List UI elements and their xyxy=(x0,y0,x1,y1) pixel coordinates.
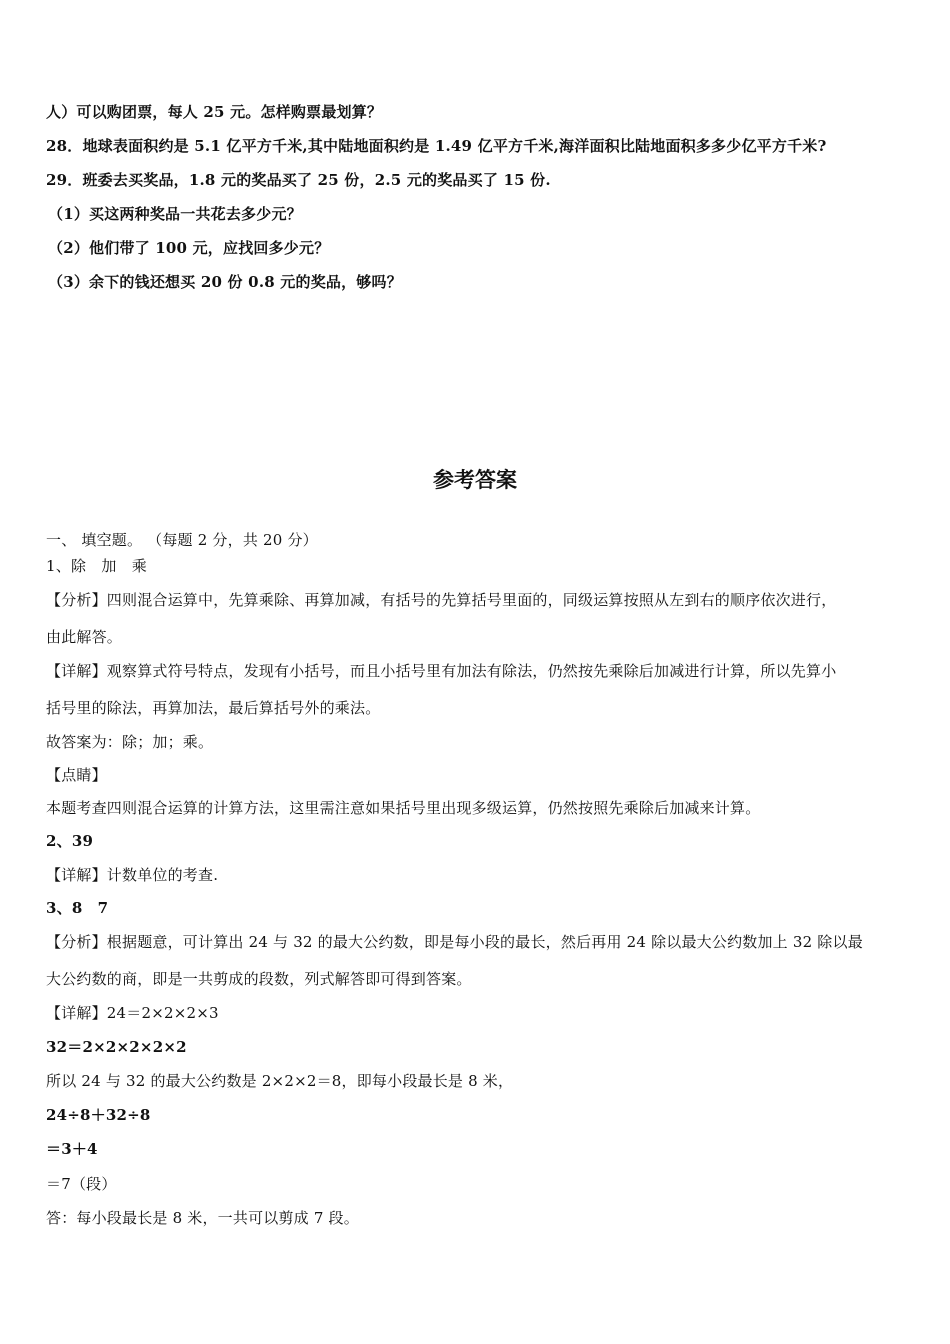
section-1-header: 一、 填空题。 （每题 2 分，共 20 分） xyxy=(46,531,318,549)
answer-3-detail-line-2: 32＝2×2×2×2×2 xyxy=(46,1038,187,1056)
answer-3-detail-line-6: ＝7（段） xyxy=(46,1175,117,1193)
answer-3-detail-line-4: 24÷8＋32÷8 xyxy=(46,1106,151,1124)
answer-3-detail-line-5: ＝3＋4 xyxy=(46,1140,98,1158)
answer-2-head: 2、39 xyxy=(46,832,94,850)
question-27-tail: 人）可以购团票，每人 25 元。怎样购票最划算？ xyxy=(46,103,383,121)
answer-1-analysis-line-1: 【分析】四则混合运算中，先算乘除、再算加减，有括号的先算括号里面的，同级运算按照从左到右的顺序依次进行， xyxy=(46,591,837,609)
question-28: 28．地球表面积约是 5.1 亿平方千米,其中陆地面积约是 1.49 亿平方千米,海洋面积比陆地面积多多少亿平方千米? xyxy=(46,137,827,155)
answer-3-detail-line-1: 【详解】24＝2×2×2×3 xyxy=(46,1004,219,1022)
answer-1-analysis-line-2: 由此解答。 xyxy=(46,628,123,646)
answer-1-result: 故答案为：除；加；乘。 xyxy=(46,733,214,751)
answer-3-head: 3、8 7 xyxy=(46,899,109,917)
question-29: 29．班委去买奖品，1.8 元的奖品买了 25 份，2.5 元的奖品买了 15 份. xyxy=(46,171,551,189)
answer-3-analysis-line-1: 【分析】根据题意，可计算出 24 与 32 的最大公约数，即是每小段的最长，然后再用 24 除以最大公约数加上 32 除以最 xyxy=(46,933,863,951)
answers-title: 参考答案 xyxy=(433,468,517,492)
answer-1-detail-line-2: 括号里的除法，再算加法，最后算括号外的乘法。 xyxy=(46,699,381,717)
answer-1-comment-label: 【点睛】 xyxy=(46,766,107,784)
answer-3-conclusion: 答：每小段最长是 8 米，一共可以剪成 7 段。 xyxy=(46,1209,359,1227)
answer-1-detail-line-1: 【详解】观察算式符号特点，发现有小括号，而且小括号里有加法有除法，仍然按先乘除后加减进行计算，所以先算小 xyxy=(46,662,837,680)
answer-2-detail: 【详解】计数单位的考查. xyxy=(46,866,219,884)
question-29-part-2: （2）他们带了 100 元，应找回多少元？ xyxy=(48,239,330,257)
answer-1-comment: 本题考查四则混合运算的计算方法，这里需注意如果括号里出现多级运算，仍然按照先乘除后加减来计算。 xyxy=(46,799,761,817)
answer-3-detail-line-3: 所以 24 与 32 的最大公约数是 2×2×2＝8，即每小段最长是 8 米， xyxy=(46,1072,514,1090)
question-29-part-3: （3）余下的钱还想买 20 份 0.8 元的奖品，够吗？ xyxy=(48,273,402,291)
answer-1-head: 1、除 加 乘 xyxy=(46,557,147,575)
answer-3-analysis-line-2: 大公约数的商，即是一共剪成的段数，列式解答即可得到答案。 xyxy=(46,970,472,988)
question-29-part-1: （1）买这两种奖品一共花去多少元？ xyxy=(48,205,302,223)
